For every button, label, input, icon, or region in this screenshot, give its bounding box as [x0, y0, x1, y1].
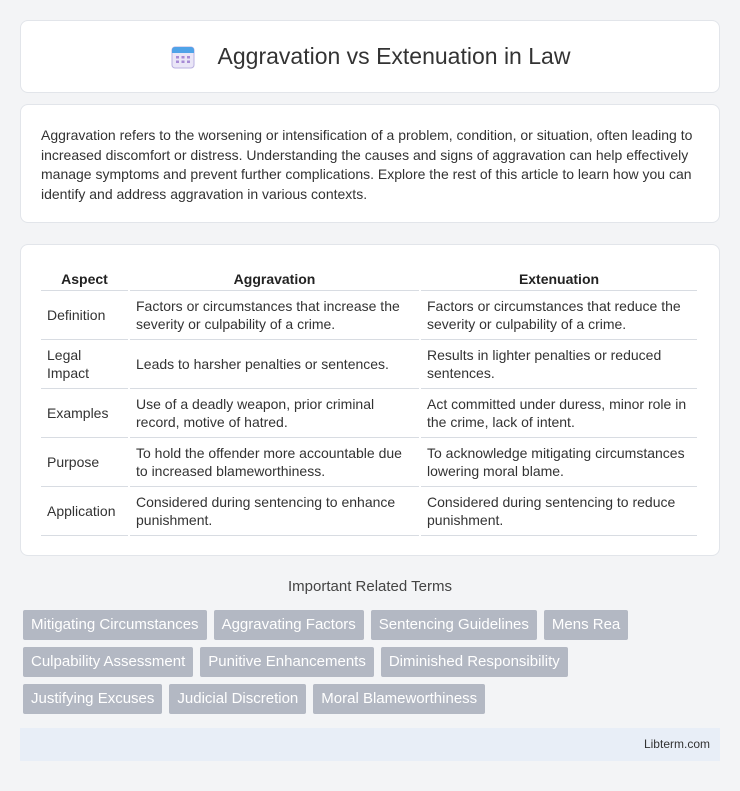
table-row — [41, 389, 697, 438]
row-aspect: Definition — [41, 291, 128, 340]
tag-punitive-enhancements[interactable]: Punitive Enhancements — [200, 647, 374, 677]
tag-mens-rea[interactable]: Mens Rea — [544, 610, 628, 640]
footer-site-link[interactable]: Libterm.com — [643, 737, 710, 751]
footer — [20, 728, 720, 761]
header-extenuation: Extenuation — [421, 264, 697, 291]
comparison-table — [39, 264, 699, 536]
row-extenuation: To acknowledge mitigating circumstances lowering moral blame. — [421, 438, 697, 487]
table-row — [41, 438, 697, 487]
tag-sentencing-guidelines[interactable]: Sentencing Guidelines — [371, 610, 537, 640]
table-header-row — [41, 264, 697, 291]
intro-text: Aggravation refers to the worsening or intensification of a problem, condition, or situation, often leading to increased discomfort or distress. Understanding the causes and signs of aggravation can help effectively manage symptoms and prevent further complications. Explore the rest of this article to learn how you can identify and address aggravation in various contexts. — [41, 127, 693, 202]
row-aggravation: Factors or circumstances that increase the severity or culpability of a crime. — [130, 291, 419, 340]
comparison-card — [20, 244, 720, 556]
row-extenuation: Act committed under duress, minor role in the crime, lack of intent. — [421, 389, 697, 438]
table-row — [41, 487, 697, 536]
row-aggravation: To hold the offender more accountable due to increased blameworthiness. — [130, 438, 419, 487]
row-aspect: Examples — [41, 389, 128, 438]
tag-moral-blameworthiness[interactable]: Moral Blameworthiness — [313, 684, 485, 714]
row-aspect: Purpose — [41, 438, 128, 487]
intro-card — [20, 104, 720, 223]
row-aggravation: Use of a deadly weapon, prior criminal record, motive of hatred. — [130, 389, 419, 438]
header-card — [20, 20, 720, 93]
table-row — [41, 291, 697, 340]
row-aggravation: Considered during sentencing to enhance punishment. — [130, 487, 419, 536]
tag-diminished-responsibility[interactable]: Diminished Responsibility — [381, 647, 568, 677]
page-title: Aggravation vs Extenuation in Law — [217, 43, 571, 69]
related-terms-tags — [23, 610, 723, 721]
calendar-icon — [170, 44, 196, 70]
row-aspect: Application — [41, 487, 128, 536]
tag-mitigating-circumstances[interactable]: Mitigating Circumstances — [23, 610, 207, 640]
table-row — [41, 340, 697, 389]
row-extenuation: Results in lighter penalties or reduced sentences. — [421, 340, 697, 389]
tag-judicial-discretion[interactable]: Judicial Discretion — [169, 684, 306, 714]
header-aspect: Aspect — [41, 264, 128, 291]
row-extenuation: Factors or circumstances that reduce the severity or culpability of a crime. — [421, 291, 697, 340]
tag-justifying-excuses[interactable]: Justifying Excuses — [23, 684, 162, 714]
row-aspect: Legal Impact — [41, 340, 128, 389]
row-aggravation: Leads to harsher penalties or sentences. — [130, 340, 419, 389]
tag-aggravating-factors[interactable]: Aggravating Factors — [214, 610, 364, 640]
row-extenuation: Considered during sentencing to reduce punishment. — [421, 487, 697, 536]
header-aggravation: Aggravation — [130, 264, 419, 291]
tag-culpability-assessment[interactable]: Culpability Assessment — [23, 647, 193, 677]
related-terms-title: Important Related Terms — [288, 578, 452, 595]
